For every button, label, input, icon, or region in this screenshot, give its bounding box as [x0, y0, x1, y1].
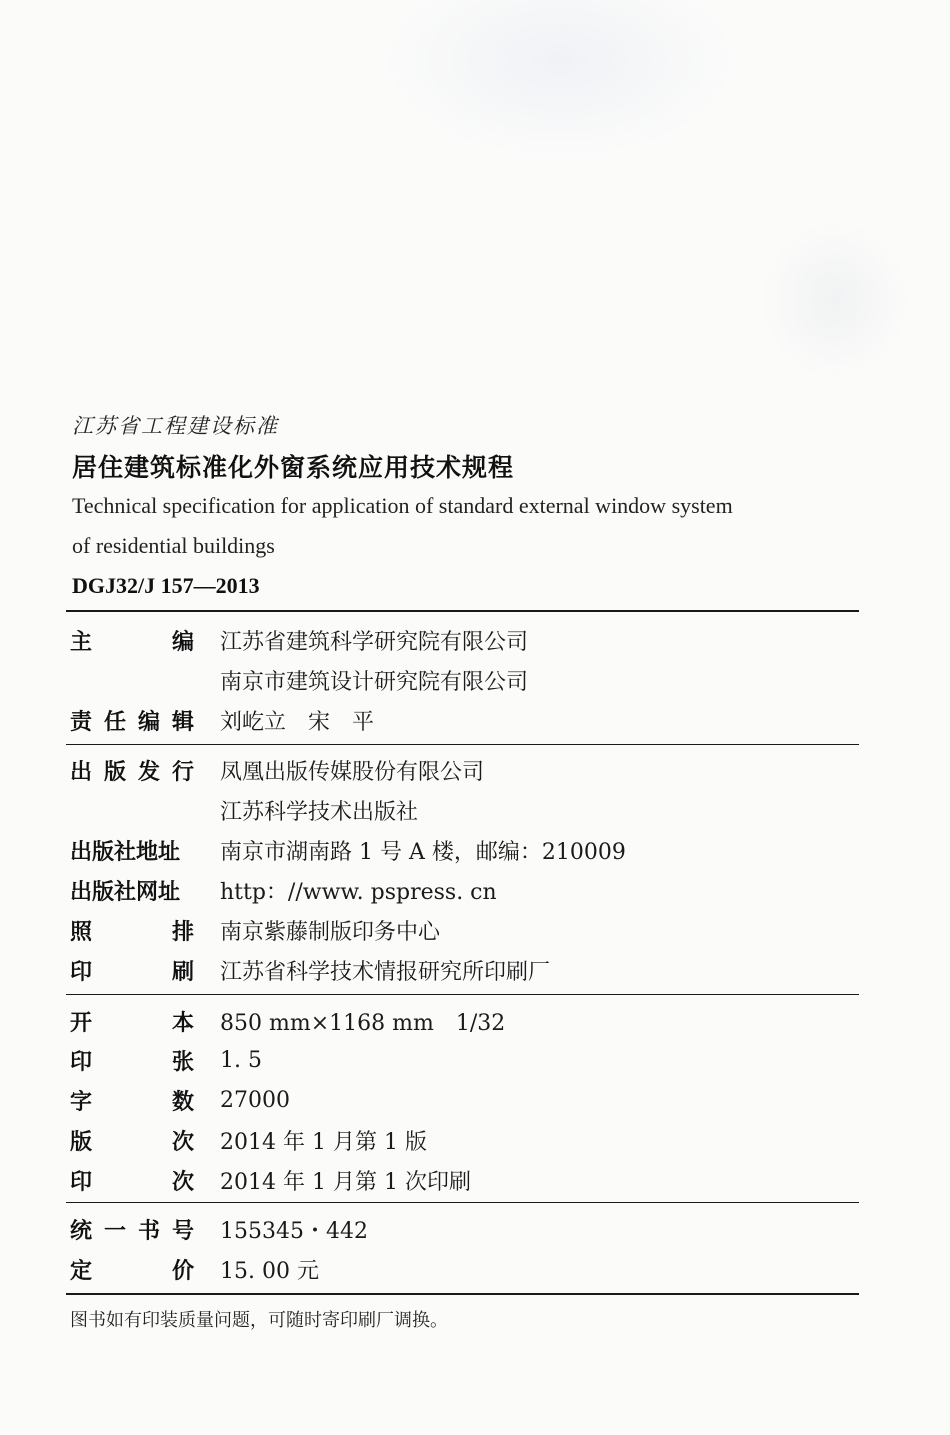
row-label: 字 数: [70, 1089, 194, 1115]
standard-code: DGJ32/J 157—2013: [72, 573, 260, 598]
title-english-line2: of residential buildings: [72, 533, 275, 558]
row-value: 2014 年 1 月第 1 版: [220, 1129, 427, 1155]
footer-note: 图书如有印装质量问题，可随时寄印刷厂调换。: [70, 1310, 448, 1331]
row-label: 印 次: [70, 1169, 194, 1195]
row-value: 刘屹立 宋 平: [220, 709, 375, 735]
background-smudge: [760, 220, 910, 380]
row-value: 凤凰出版传媒股份有限公司: [220, 759, 485, 785]
row-chief-editor: [70, 623, 860, 657]
row-value: http：//www. pspress. cn: [220, 879, 497, 905]
row-label: 责 任 编 辑: [70, 709, 194, 735]
row-value: 南京市建筑设计研究院有限公司: [220, 669, 529, 695]
row-label: 照 排: [70, 919, 194, 945]
row-book-number: [70, 1212, 860, 1246]
row-value: 27000: [220, 1087, 290, 1113]
divider: [66, 994, 859, 995]
row-value: 江苏省科学技术情报研究所印刷厂: [220, 959, 551, 985]
row-printer: [70, 953, 860, 987]
divider: [66, 1202, 859, 1203]
divider: [66, 744, 859, 745]
row-value: 1. 5: [220, 1047, 262, 1073]
row-value: 南京市湖南路 1 号 A 楼，邮编：210009: [220, 839, 626, 865]
row-value: 江苏省建筑科学研究院有限公司: [220, 629, 529, 655]
row-sheets: [70, 1043, 860, 1077]
row-value: 850 mm×1168 mm 1/32: [220, 1010, 506, 1036]
row-value: 南京紫藤制版印务中心: [220, 919, 441, 945]
divider: [66, 1293, 859, 1295]
row-label: 统 一 书 号: [70, 1218, 194, 1244]
row-value: 江苏科学技术出版社: [220, 799, 419, 825]
row-label: 出版社网址: [70, 879, 181, 905]
row-value: 15. 00 元: [220, 1258, 319, 1284]
standard-series: 江苏省工程建设标准: [72, 414, 279, 438]
row-typesetting: [70, 913, 860, 947]
row-edition: [70, 1123, 860, 1157]
row-publisher-website: [70, 873, 860, 907]
row-printing: [70, 1163, 860, 1197]
row-value: 2014 年 1 月第 1 次印刷: [220, 1169, 471, 1195]
row-label: 开 本: [70, 1010, 194, 1036]
row-label: 出 版 发 行: [70, 759, 194, 785]
row-responsible-editor: [70, 703, 860, 737]
divider: [66, 610, 859, 612]
title-english-line1: Technical specification for application of standard external window system: [72, 493, 733, 518]
row-label: 版 次: [70, 1129, 194, 1155]
row-publisher-2: [70, 793, 860, 827]
row-publisher: [70, 753, 860, 787]
title-chinese: 居住建筑标准化外窗系统应用技术规程: [72, 453, 515, 482]
row-label: 出版社地址: [70, 839, 181, 865]
row-word-count: [70, 1083, 860, 1117]
row-chief-editor-2: [70, 663, 860, 697]
row-label: 印 张: [70, 1049, 194, 1075]
row-publisher-address: [70, 833, 860, 867]
row-price: [70, 1252, 860, 1286]
row-label: 定 价: [70, 1258, 194, 1284]
row-label: 印 刷: [70, 959, 194, 985]
row-label: 主 编: [70, 629, 194, 655]
row-value: 155345・442: [220, 1218, 368, 1244]
row-format: [70, 1004, 860, 1038]
background-smudge: [380, 0, 740, 160]
